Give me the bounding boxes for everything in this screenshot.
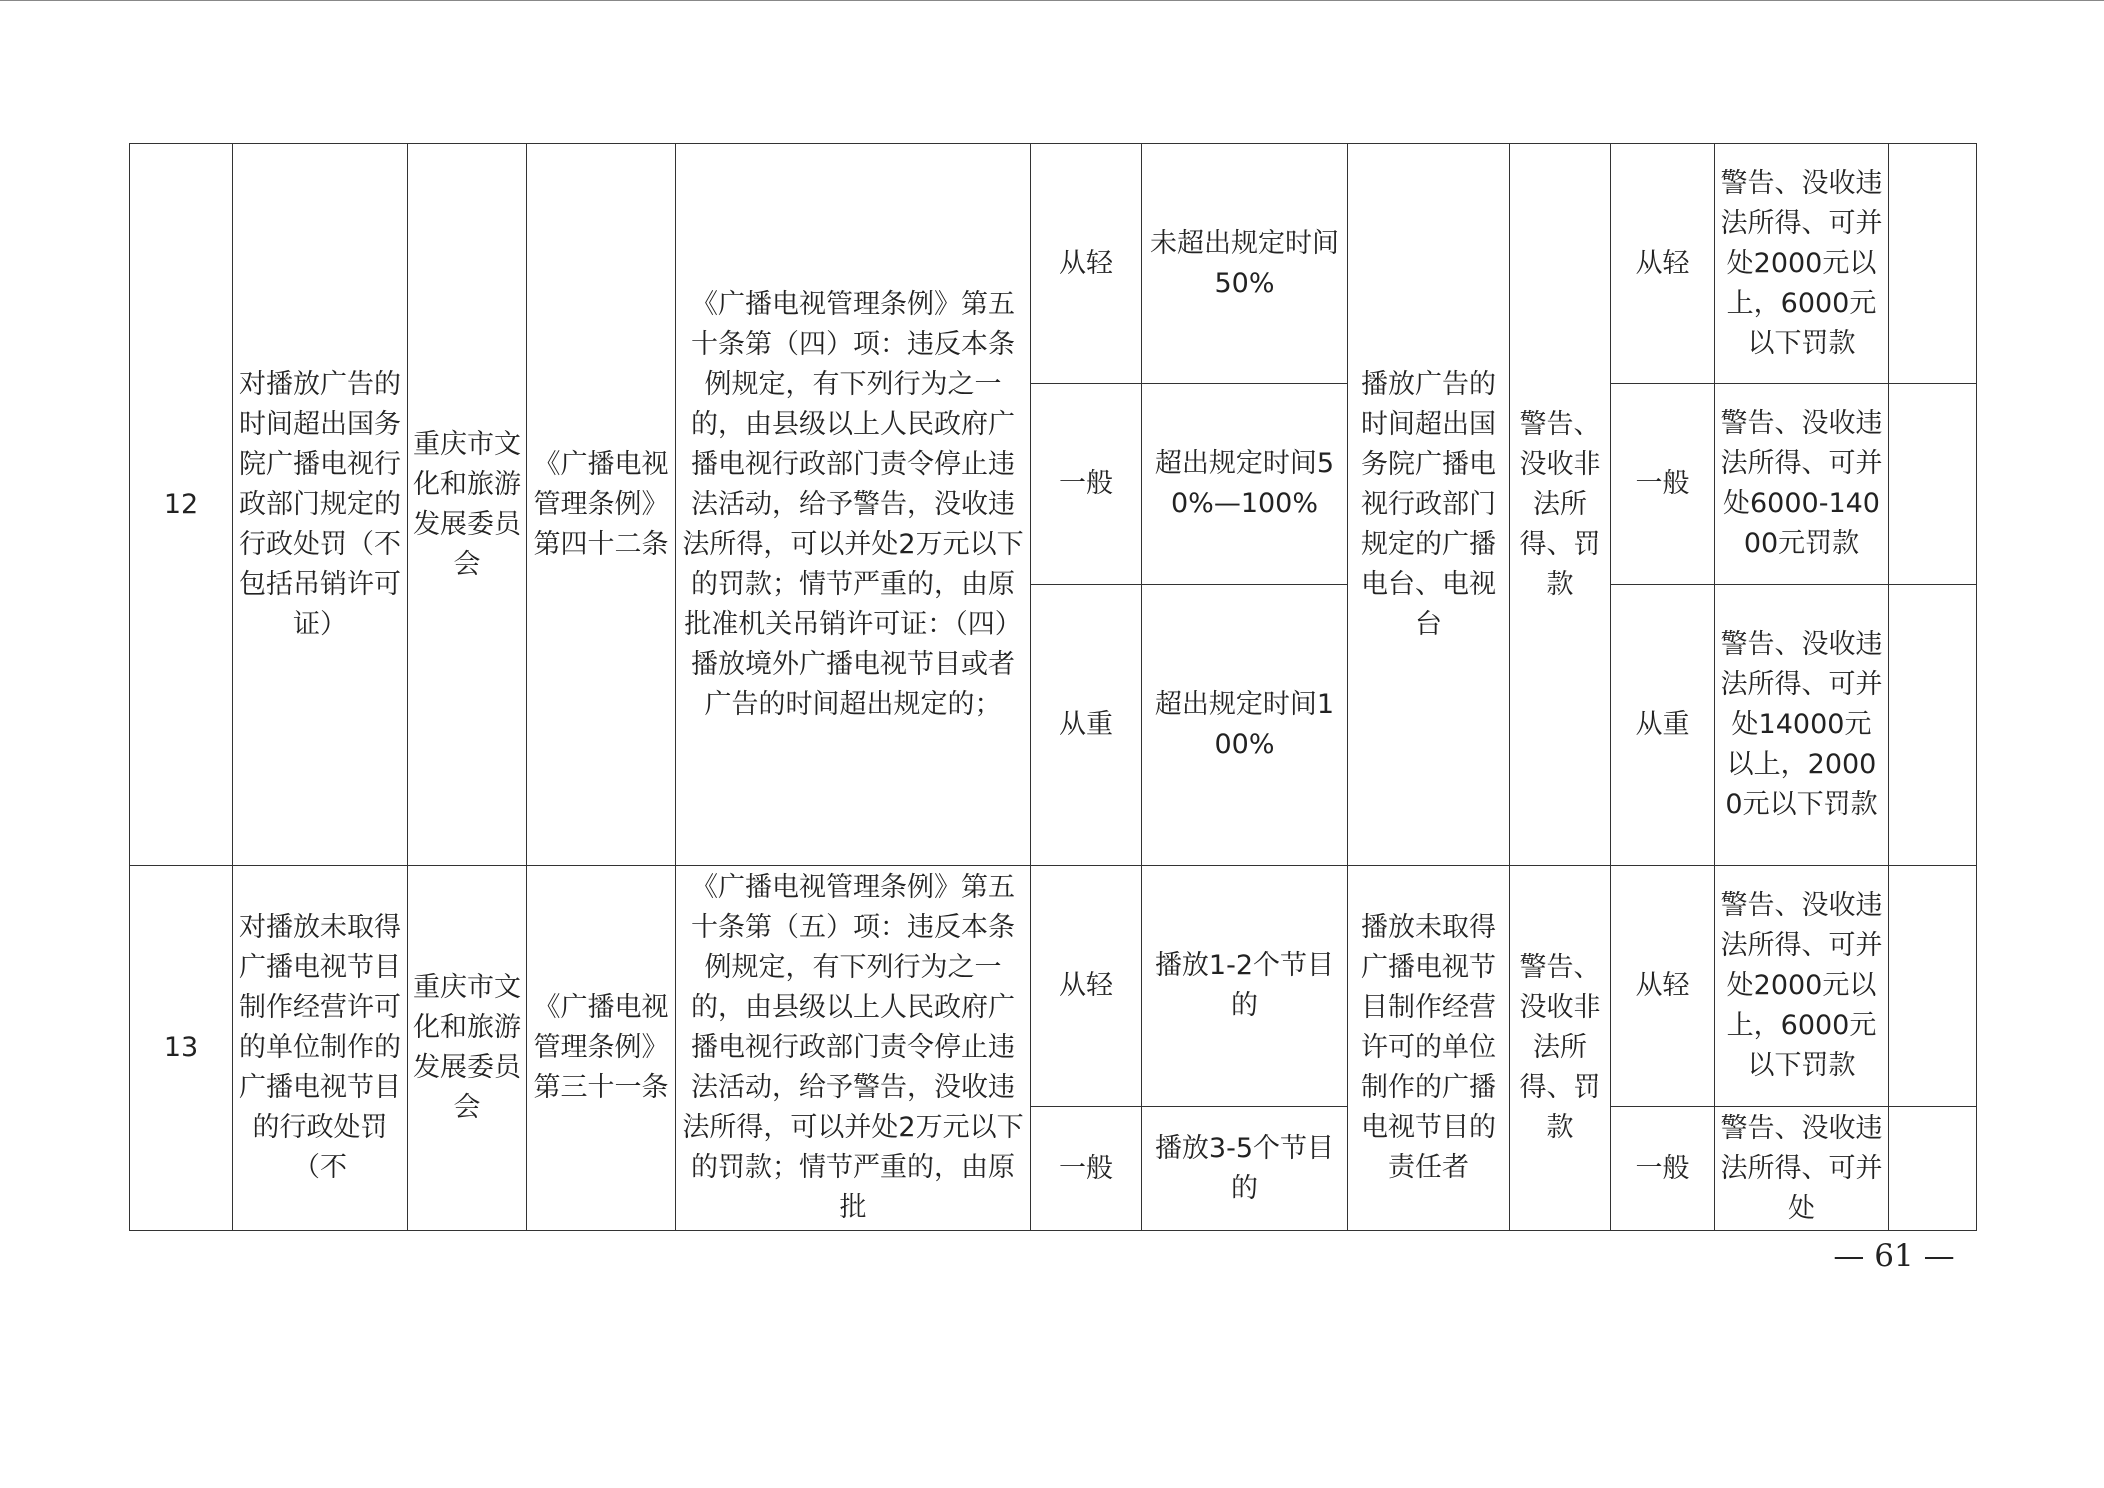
- seq-cell: 13: [130, 866, 233, 1231]
- remark-cell: [1889, 1107, 1977, 1231]
- remark-cell: [1889, 866, 1977, 1107]
- law-cell: 《广播电视管理条例》第三十一条: [527, 866, 676, 1231]
- org-cell: 重庆市文化和旅游发展委员会: [408, 144, 527, 866]
- remark-cell: [1889, 144, 1977, 384]
- subject-cell: 播放广告的时间超出国务院广播电视行政部门规定的广播电台、电视台: [1348, 144, 1510, 866]
- level-cell: 从轻: [1031, 866, 1142, 1107]
- level-cell: 一般: [1031, 1107, 1142, 1231]
- circumstance-cell: 播放3-5个节目的: [1142, 1107, 1348, 1231]
- remark-cell: [1889, 585, 1977, 866]
- seq-cell: 12: [130, 144, 233, 866]
- item-cell: 对播放广告的时间超出国务院广播电视行政部门规定的行政处罚（不包括吊销许可证）: [233, 144, 408, 866]
- level2-cell: 从轻: [1611, 866, 1715, 1107]
- top-rule: [0, 0, 2104, 1]
- page-number: — 61 —: [1833, 1238, 1955, 1274]
- circumstance-cell: 未超出规定时间50%: [1142, 144, 1348, 384]
- law-cell: 《广播电视管理条例》第四十二条: [527, 144, 676, 866]
- level2-cell: 从轻: [1611, 144, 1715, 384]
- item-cell: 对播放未取得广播电视节目制作经营许可的单位制作的广播电视节目的行政处罚（不: [233, 866, 408, 1231]
- penalty-standards-table: [129, 143, 1977, 1231]
- level-cell: 一般: [1031, 384, 1142, 585]
- remark-cell: [1889, 384, 1977, 585]
- penalty-type-cell: 警告、没收非法所得、罚款: [1510, 144, 1611, 866]
- level-cell: 从轻: [1031, 144, 1142, 384]
- circumstance-cell: 播放1-2个节目的: [1142, 866, 1348, 1107]
- standard-cell: 警告、没收违法所得、可并处2000元以上，6000元以下罚款: [1715, 144, 1889, 384]
- level2-cell: 从重: [1611, 585, 1715, 866]
- standard-cell: 警告、没收违法所得、可并处: [1715, 1107, 1889, 1231]
- basis-cell: 《广播电视管理条例》第五十条第（四）项：违反本条例规定，有下列行为之一的，由县级以上人民政府广播电视行政部门责令停止违法活动，给予警告，没收违法所得，可以并处2万元以下的罚款；情节严重的，由原批准机关吊销许可证：（四）播放境外广播电视节目或者广告的时间超出规定的；: [676, 144, 1031, 866]
- circumstance-cell: 超出规定时间100%: [1142, 585, 1348, 866]
- penalty-type-cell: 警告、没收非法所得、罚款: [1510, 866, 1611, 1231]
- org-cell: 重庆市文化和旅游发展委员会: [408, 866, 527, 1231]
- table-row: [130, 144, 1977, 384]
- standard-cell: 警告、没收违法所得、可并处6000-14000元罚款: [1715, 384, 1889, 585]
- circumstance-cell: 超出规定时间50%—100%: [1142, 384, 1348, 585]
- standard-cell: 警告、没收违法所得、可并处2000元以上，6000元以下罚款: [1715, 866, 1889, 1107]
- standard-cell: 警告、没收违法所得、可并处14000元以上，20000元以下罚款: [1715, 585, 1889, 866]
- basis-cell: 《广播电视管理条例》第五十条第（五）项：违反本条例规定，有下列行为之一的，由县级以上人民政府广播电视行政部门责令停止违法活动，给予警告，没收违法所得，可以并处2万元以下的罚款；情节严重的，由原批: [676, 866, 1031, 1231]
- subject-cell: 播放未取得广播电视节目制作经营许可的单位制作的广播电视节目的责任者: [1348, 866, 1510, 1231]
- level2-cell: 一般: [1611, 384, 1715, 585]
- table-row: [130, 866, 1977, 1107]
- level-cell: 从重: [1031, 585, 1142, 866]
- level2-cell: 一般: [1611, 1107, 1715, 1231]
